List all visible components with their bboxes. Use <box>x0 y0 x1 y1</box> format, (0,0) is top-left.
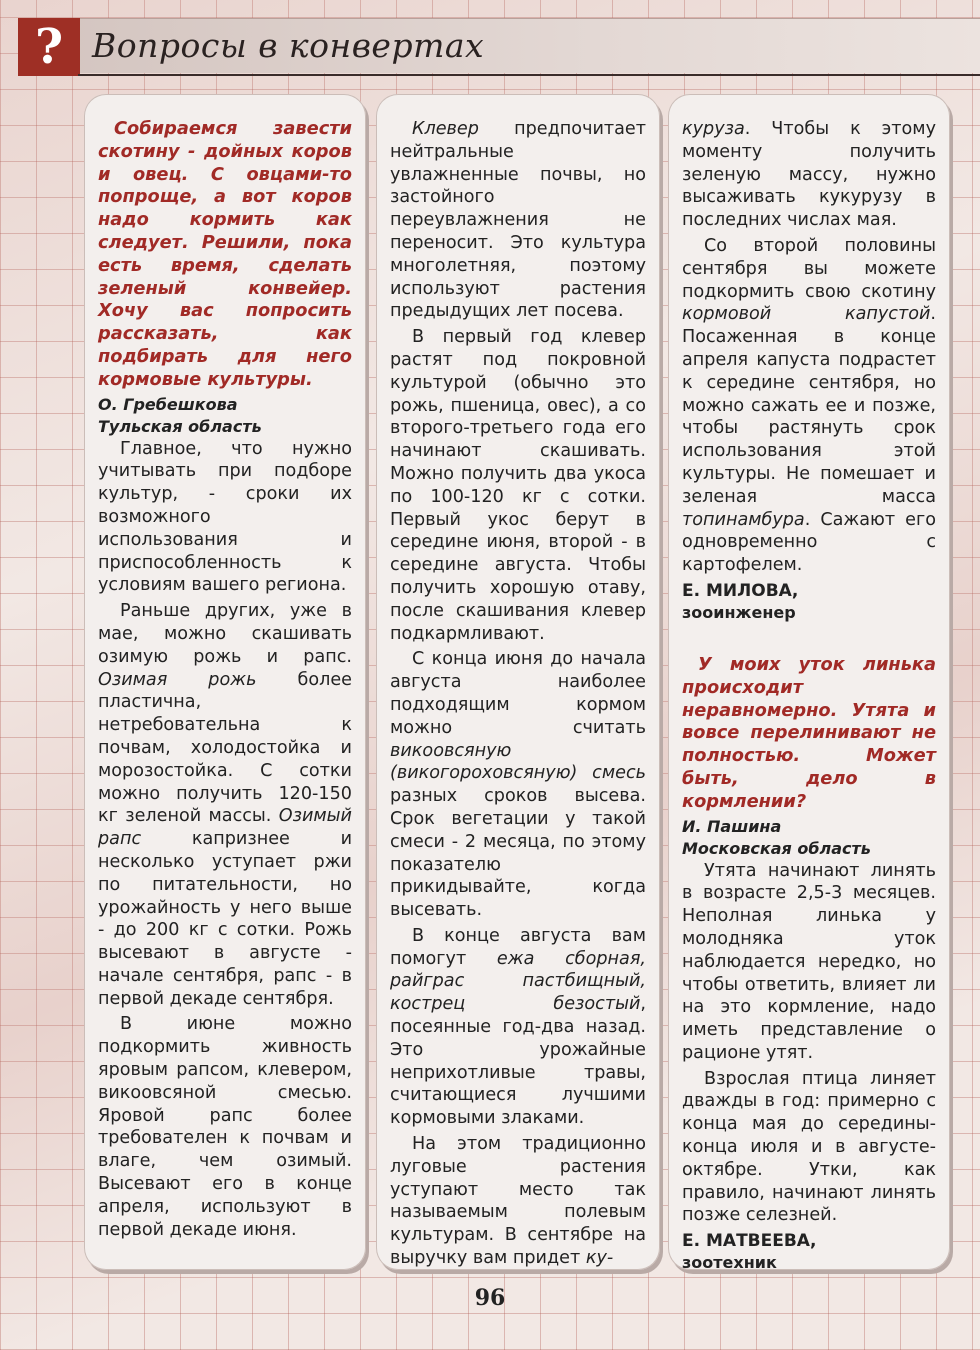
text-run: Раньше других, уже в мае, можно скашивать озимую рожь и рапс. <box>98 601 352 667</box>
crop-name: ку- <box>585 1248 614 1269</box>
answer-paragraph <box>682 235 936 577</box>
reader-question-1: Собираемся завести скотину - дойных коров и овец. С овцами-то попроще, а вот коров надо кормить как следует. Решили, пока есть время, сделать зеленый конвейер. Хочу вас попросить рассказать, как подбирать для него кормовые культуры. <box>98 118 352 390</box>
question-region-2: Московская область <box>682 838 871 858</box>
expert-name-2: Е. МАТВЕЕВА, <box>682 1231 817 1252</box>
answer-paragraph: Взрослая птица линяет дважды в год: примерно с конца мая до середины-конца июля и в августе-октябре. Утки, как правило, начинают линять позже селезней. <box>682 1068 936 1226</box>
section-title: Вопросы в конвертах <box>92 26 485 65</box>
text-run: . Чтобы к этому моменту получить зеленую массу, нужно высаживать кукурузу в последних числах мая. <box>682 119 936 231</box>
crop-name: Озимый рапс <box>98 806 352 850</box>
answer-paragraph: Утята начинают линять в возрасте 2,5-3 месяцев. Неполная линька у молодняка уток наблюдается нередко, но чтобы ответить, влияет ли на это кормление, надо иметь представление о рационе утят. <box>682 860 936 1063</box>
text-run: более пластична, нетребовательна к почвам, холодостойка и морозостойка. С сотки можно получить 120-150 кг зеленой массы. <box>98 669 352 827</box>
question-mark-icon: ? <box>18 18 80 76</box>
answer-paragraph <box>390 648 646 922</box>
text-run: В конце августа вам помогут <box>390 925 646 969</box>
answer-paragraph: В июне можно подкормить живность яровым рапсом, клевером, викоовсяной смесью. Яровой рапс более требователен к почвам и влаге, чем озимый. Высевают его в конце апреля, используют в первой декаде июня. <box>98 1014 352 1240</box>
crop-name: топинамбура <box>682 509 805 530</box>
text-run: разных сроков высева. Срок вегетации у такой смеси - 2 месяца, по этому показателю прикидывайте, когда высевать. <box>390 786 646 921</box>
text-run: С конца июня до начала августа наиболее подходящим кормом можно считать <box>390 649 646 738</box>
column-1 <box>84 94 366 1270</box>
expert-role-2: зоотехник <box>682 1253 777 1270</box>
expert-name-1: Е. МИЛОВА, <box>682 580 799 601</box>
answer-paragraph: В первый год клевер растят под покровной культурой (обычно это рожь, пшеница, овес), а со второго-третьего года его начинают скашивать. Можно получить два укоса по 100-120 кг с сотки. Первый укос берут в середине июня, второй - в середине августа. Чтобы получить хорошую отаву, после скашивания клевер подкармливают. <box>390 327 646 644</box>
reader-question-2: У моих уток линька происходит неравномерно. Утята и вовсе перелинивают не полностью. Может быть, дело в кормлении? <box>682 653 936 812</box>
answer-paragraph: Главное, что нужно учитывать при подборе культур, - сроки их возможного использования и приспособленность к условиям вашего региона. <box>98 438 352 596</box>
question-region-1: Тульская область <box>98 416 262 436</box>
crop-name: Озимая рожь <box>98 669 257 690</box>
expert-role-1: зооинженер <box>682 602 796 622</box>
answer-paragraph <box>98 600 352 1010</box>
section-header <box>18 12 980 78</box>
header-rule <box>78 74 980 76</box>
answer-paragraph <box>390 118 646 323</box>
crop-name: кормовой капустой <box>682 304 931 325</box>
text-run: Со второй половины сентября вы можете подкормить свою скотину <box>682 235 936 302</box>
crop-name: викоовсяную (викогороховсяную) смесь <box>390 740 646 784</box>
text-run: . Посаженная в конце апреля капуста подрастет к середине сентября, но можно сажать ее и позже, чтобы растянуть срок использования этой культуры. Не помешает и зеленая масса <box>682 304 936 507</box>
answer-paragraph <box>682 118 936 232</box>
question-author-2: И. Пашина <box>682 816 782 836</box>
answer-paragraph <box>390 925 646 1130</box>
column-2 <box>376 94 660 1270</box>
question-author-1: О. Гребешкова <box>98 394 238 414</box>
text-run: . Сажают его одновременно с картофелем. <box>682 509 936 576</box>
crop-name: Клевер <box>412 119 479 139</box>
text-run: На этом традиционно луговые растения уступают место так называемым полевым культурам. В сентябре на выручку вам придет <box>390 1134 646 1269</box>
text-run: капризнее и несколько уступает ржи по питательности, но урожайность у него выше - до 200 кг с сотки. Рожь высевают в августе - начале сентября, рапс - в первой декаде сентября. <box>98 829 352 1009</box>
answer-paragraph <box>390 1133 646 1270</box>
page-number: 96 <box>474 1285 506 1311</box>
column-3 <box>668 94 950 1270</box>
crop-name: ежа сборная, райграс пастбищный, кострец безостый <box>390 948 646 1015</box>
text-run: предпочитает нейтральные увлажненные почвы, но застойного переувлажнения не переносит. Это культура многолетняя, поэтому используют растения предыдущих лет посева. <box>390 119 646 322</box>
crop-name: куруза <box>682 119 745 139</box>
text-run: , посеянные год-два назад. Это урожайные неприхотливые травы, считающиеся лучшими кормовыми злаками. <box>390 994 646 1129</box>
